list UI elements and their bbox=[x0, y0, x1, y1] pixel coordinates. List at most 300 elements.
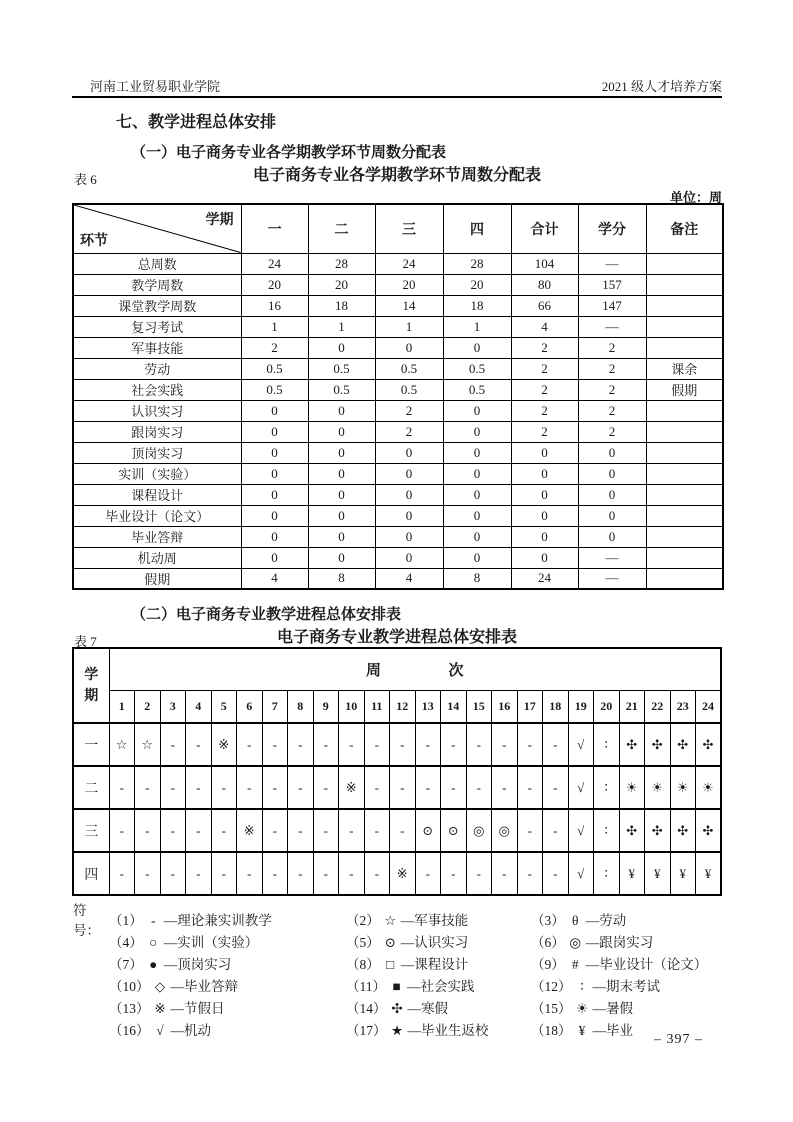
t7-week-number: 14 bbox=[441, 690, 467, 723]
t7-cell: - bbox=[160, 766, 186, 809]
t6-cell: 2 bbox=[578, 421, 646, 442]
t6-cell: 1 bbox=[375, 316, 443, 337]
t7-cell: - bbox=[364, 723, 390, 766]
t7-cell: - bbox=[543, 809, 569, 852]
t7-semester-label: 三 bbox=[73, 809, 109, 852]
t6-row-label: 实训（实验） bbox=[73, 463, 241, 484]
t6-cell: 0 bbox=[443, 337, 511, 358]
t6-cell: 24 bbox=[375, 253, 443, 274]
t7-cell: ✣ bbox=[619, 723, 645, 766]
t7-cell: ☀ bbox=[696, 766, 722, 809]
t6-cell bbox=[646, 568, 723, 589]
t6-cell: 1 bbox=[241, 316, 308, 337]
t6-col-header: 备注 bbox=[646, 204, 723, 253]
t6-cell: 8 bbox=[308, 568, 375, 589]
corner-label-semester: 学期 bbox=[205, 213, 234, 228]
t6-cell: 0 bbox=[578, 463, 646, 484]
t7-cell: - bbox=[364, 766, 390, 809]
t6-cell: 0 bbox=[375, 526, 443, 547]
legend-item: （8） □ —课程设计 bbox=[346, 957, 469, 972]
holiday-symbol: ※ bbox=[154, 1001, 166, 1016]
t7-week-number: 16 bbox=[492, 690, 518, 723]
legend-row bbox=[73, 930, 733, 952]
legend-item: （10） ◇ —毕业答辩 bbox=[109, 979, 238, 994]
plan-edition: 2021 级人才培养方案 bbox=[601, 79, 722, 94]
t7-week-number: 21 bbox=[619, 690, 645, 723]
t6-cell: 0.5 bbox=[308, 379, 375, 400]
t6-cell: 0.5 bbox=[308, 358, 375, 379]
unit-note: 单位：周 bbox=[669, 190, 722, 205]
t6-cell: 2 bbox=[511, 400, 578, 421]
t7-cell: ※ bbox=[211, 723, 237, 766]
t6-row-label: 劳动 bbox=[73, 358, 241, 379]
t6-cell: 0 bbox=[511, 505, 578, 526]
t7-cell: - bbox=[364, 852, 390, 895]
t7-week-number: 17 bbox=[517, 690, 543, 723]
t6-cell: 0 bbox=[241, 442, 308, 463]
table-row bbox=[73, 421, 723, 442]
t7-cell: ✣ bbox=[696, 809, 722, 852]
t6-cell: 0 bbox=[241, 400, 308, 421]
t7-cell: √ bbox=[568, 809, 594, 852]
t6-cell: 2 bbox=[578, 379, 646, 400]
t6-cell: 24 bbox=[511, 568, 578, 589]
t7-cell: - bbox=[441, 723, 467, 766]
legend-row bbox=[73, 1018, 733, 1040]
t6-row-label: 顶岗实习 bbox=[73, 442, 241, 463]
legend-item: （7） ● —顶岗实习 bbox=[109, 957, 232, 972]
corner-label-semester: 学期 bbox=[84, 667, 99, 704]
legend-item: （5） ⊙ —认识实习 bbox=[346, 935, 469, 950]
t7-cell: - bbox=[288, 723, 314, 766]
t7-cell: - bbox=[390, 723, 416, 766]
t7-week-number: 8 bbox=[288, 690, 314, 723]
t6-cell bbox=[646, 337, 723, 358]
header-rule bbox=[72, 96, 722, 98]
t7-cell: - bbox=[466, 723, 492, 766]
t7-cell: ⊙ bbox=[441, 809, 467, 852]
t6-cell: — bbox=[578, 547, 646, 568]
t6-cell bbox=[646, 421, 723, 442]
t6-cell: 20 bbox=[241, 274, 308, 295]
t6-row-label: 机动周 bbox=[73, 547, 241, 568]
t6-cell: 4 bbox=[375, 568, 443, 589]
legend-item: （12） ∶ —期末考试 bbox=[531, 979, 660, 994]
t6-row-label: 跟岗实习 bbox=[73, 421, 241, 442]
t6-cell: 0 bbox=[511, 547, 578, 568]
t6-cell: 0.5 bbox=[241, 379, 308, 400]
t7-cell: - bbox=[543, 852, 569, 895]
table-row bbox=[73, 274, 723, 295]
t6-cell: 28 bbox=[443, 253, 511, 274]
t6-cell: 0 bbox=[308, 505, 375, 526]
t7-week-number: 11 bbox=[364, 690, 390, 723]
t6-col-header: 学分 bbox=[578, 204, 646, 253]
t6-cell: 2 bbox=[511, 337, 578, 358]
t6-cell bbox=[646, 253, 723, 274]
t6-col-header: 一 bbox=[241, 204, 308, 253]
t6-cell: 0 bbox=[308, 400, 375, 421]
week-number-row bbox=[73, 690, 721, 723]
t6-cell: 0 bbox=[241, 505, 308, 526]
legend-item: （2） ☆ —军事技能 bbox=[346, 913, 469, 928]
t7-cell: ∶ bbox=[594, 766, 620, 809]
t6-cell: 18 bbox=[443, 295, 511, 316]
legend-item: （4） ○ —实训（实验） bbox=[109, 935, 259, 950]
t7-cell: - bbox=[160, 723, 186, 766]
t6-cell: 2 bbox=[511, 421, 578, 442]
t7-cell: ☀ bbox=[670, 766, 696, 809]
t6-cell: 2 bbox=[578, 400, 646, 421]
t6-cell: 0 bbox=[443, 547, 511, 568]
table7-label: 表 7 bbox=[74, 634, 97, 649]
final-exam-symbol: ∶ bbox=[580, 979, 584, 994]
t7-cell: ✣ bbox=[670, 723, 696, 766]
t7-week-number: 20 bbox=[594, 690, 620, 723]
corner-label-stage: 环节 bbox=[80, 233, 108, 249]
t6-cell bbox=[646, 274, 723, 295]
t7-cell: ◎ bbox=[492, 809, 518, 852]
summer-vacation-symbol: ☀ bbox=[575, 1001, 589, 1016]
t7-cell: - bbox=[339, 852, 365, 895]
t6-cell: 0 bbox=[241, 547, 308, 568]
t6-cell: 0 bbox=[308, 442, 375, 463]
t7-cell: - bbox=[262, 809, 288, 852]
t6-cell: 0 bbox=[443, 442, 511, 463]
t6-row-label: 复习考试 bbox=[73, 316, 241, 337]
page-number: – 397 – bbox=[654, 1032, 703, 1047]
t6-cell: 104 bbox=[511, 253, 578, 274]
t7-cell: - bbox=[211, 809, 237, 852]
t7-cell: - bbox=[313, 723, 339, 766]
t7-week-number: 4 bbox=[186, 690, 212, 723]
t7-week-number: 9 bbox=[313, 690, 339, 723]
t6-cell: 0 bbox=[308, 547, 375, 568]
t7-week-number: 7 bbox=[262, 690, 288, 723]
legend-row bbox=[73, 996, 733, 1018]
table7 bbox=[72, 647, 722, 896]
subsection2-title: （二）电子商务专业教学进程总体安排表 bbox=[131, 607, 402, 623]
t6-cell: 0.5 bbox=[375, 379, 443, 400]
t6-row-label: 毕业设计（论文） bbox=[73, 505, 241, 526]
table-row bbox=[73, 547, 723, 568]
t7-cell: ✣ bbox=[645, 809, 671, 852]
legend-item: （11） ■ —社会实践 bbox=[346, 979, 475, 994]
t6-cell: 147 bbox=[578, 295, 646, 316]
t7-cell: ⊙ bbox=[415, 809, 441, 852]
t7-cell: - bbox=[186, 809, 212, 852]
legend-row bbox=[73, 903, 733, 938]
t7-cell: ∶ bbox=[594, 809, 620, 852]
training-symbol: ○ bbox=[149, 935, 158, 950]
t6-cell: 0 bbox=[511, 484, 578, 505]
t7-cell: - bbox=[415, 766, 441, 809]
t7-cell: - bbox=[160, 852, 186, 895]
t6-col-header: 四 bbox=[443, 204, 511, 253]
t7-cell: ✣ bbox=[670, 809, 696, 852]
t7-week-number: 13 bbox=[415, 690, 441, 723]
legend-item: （1） - —理论兼实训教学 bbox=[109, 913, 272, 928]
table6-header-row bbox=[73, 204, 723, 253]
t6-cell: 2 bbox=[578, 358, 646, 379]
t7-cell: - bbox=[262, 852, 288, 895]
t7-cell: - bbox=[262, 723, 288, 766]
t7-cell: √ bbox=[568, 766, 594, 809]
t7-cell: - bbox=[109, 766, 135, 809]
t6-cell bbox=[646, 547, 723, 568]
t7-cell: √ bbox=[568, 723, 594, 766]
legend-row bbox=[73, 974, 733, 996]
legend-item: （15） ☀ —暑假 bbox=[531, 1001, 633, 1016]
t7-cell: - bbox=[492, 852, 518, 895]
t6-cell: 28 bbox=[308, 253, 375, 274]
t6-cell: 0 bbox=[308, 526, 375, 547]
t6-cell: 0 bbox=[375, 505, 443, 526]
subsection1-title: （一）电子商务专业各学期教学环节周数分配表 bbox=[131, 145, 447, 161]
t6-cell: 0 bbox=[578, 505, 646, 526]
semester-row bbox=[73, 809, 721, 852]
t6-cell: 0 bbox=[375, 442, 443, 463]
legend-item: （14） ✣ —寒假 bbox=[346, 1001, 448, 1016]
t6-cell: 0 bbox=[308, 337, 375, 358]
t6-cell: 0.5 bbox=[443, 358, 511, 379]
t7-cell: - bbox=[313, 852, 339, 895]
t7-cell: - bbox=[364, 809, 390, 852]
t7-cell: - bbox=[211, 766, 237, 809]
t6-cell: 0 bbox=[241, 526, 308, 547]
t7-semester-label: 一 bbox=[73, 723, 109, 766]
t7-cell: ✣ bbox=[619, 809, 645, 852]
t7-cell: √ bbox=[568, 852, 594, 895]
t6-cell: 0 bbox=[443, 505, 511, 526]
semester-row bbox=[73, 723, 721, 766]
t7-week-number: 5 bbox=[211, 690, 237, 723]
t6-row-label: 教学周数 bbox=[73, 274, 241, 295]
t7-cell: ¥ bbox=[670, 852, 696, 895]
t7-cell: - bbox=[492, 766, 518, 809]
t6-row-label: 社会实践 bbox=[73, 379, 241, 400]
t6-cell: 假期 bbox=[646, 379, 723, 400]
t6-cell: 24 bbox=[241, 253, 308, 274]
table7-corner-cell bbox=[73, 648, 109, 723]
t7-cell: - bbox=[390, 766, 416, 809]
table-row bbox=[73, 379, 723, 400]
t6-cell: 2 bbox=[511, 379, 578, 400]
legend-item: （3） θ —劳动 bbox=[531, 913, 627, 928]
t6-cell: 0 bbox=[443, 463, 511, 484]
t6-cell: 0 bbox=[308, 463, 375, 484]
t6-cell: 0 bbox=[241, 421, 308, 442]
t6-cell: 157 bbox=[578, 274, 646, 295]
table7-header-row bbox=[73, 648, 721, 690]
t6-cell: — bbox=[578, 253, 646, 274]
t7-week-number: 12 bbox=[390, 690, 416, 723]
course-design-symbol: □ bbox=[386, 957, 395, 972]
table-row bbox=[73, 505, 723, 526]
defense-symbol: ◇ bbox=[154, 979, 166, 994]
t7-week-number: 10 bbox=[339, 690, 365, 723]
t6-cell: 0 bbox=[511, 463, 578, 484]
t6-cell: 0 bbox=[578, 526, 646, 547]
table-row bbox=[73, 337, 723, 358]
t7-cell: - bbox=[517, 809, 543, 852]
table-row bbox=[73, 358, 723, 379]
t6-cell: 20 bbox=[443, 274, 511, 295]
t6-cell: 0 bbox=[443, 526, 511, 547]
t6-row-label: 认识实习 bbox=[73, 400, 241, 421]
t6-cell: 2 bbox=[241, 337, 308, 358]
t7-cell: - bbox=[135, 809, 161, 852]
t7-cell: ※ bbox=[339, 766, 365, 809]
t7-cell: - bbox=[517, 723, 543, 766]
table-row bbox=[73, 484, 723, 505]
t6-cell: 0 bbox=[308, 484, 375, 505]
theory-practice-symbol: - bbox=[151, 913, 156, 928]
t7-cell: - bbox=[415, 723, 441, 766]
table-row bbox=[73, 400, 723, 421]
t7-cell: - bbox=[466, 852, 492, 895]
t7-cell: - bbox=[288, 852, 314, 895]
t7-cell: ∶ bbox=[594, 723, 620, 766]
t7-week-number: 3 bbox=[160, 690, 186, 723]
post-practice-symbol: ● bbox=[149, 957, 158, 972]
t7-week-number: 22 bbox=[645, 690, 671, 723]
legend-item: （18） ¥ —毕业 bbox=[531, 1023, 633, 1038]
t7-cell: - bbox=[237, 723, 263, 766]
cognition-practice-symbol: ⊙ bbox=[384, 935, 396, 950]
t7-cell: ※ bbox=[237, 809, 263, 852]
t6-cell: 0 bbox=[375, 337, 443, 358]
school-name: 河南工业贸易职业学院 bbox=[90, 79, 221, 94]
table-row bbox=[73, 442, 723, 463]
t7-cell: - bbox=[517, 852, 543, 895]
t6-cell: 2 bbox=[511, 358, 578, 379]
t6-cell: 1 bbox=[308, 316, 375, 337]
t6-row-label: 军事技能 bbox=[73, 337, 241, 358]
t6-cell: 66 bbox=[511, 295, 578, 316]
legend-item: （6） ◎ —跟岗实习 bbox=[531, 935, 654, 950]
t6-cell bbox=[646, 316, 723, 337]
t6-cell: 16 bbox=[241, 295, 308, 316]
t6-cell: 0 bbox=[578, 442, 646, 463]
t6-cell: 1 bbox=[443, 316, 511, 337]
table-row bbox=[73, 316, 723, 337]
t7-cell: ✣ bbox=[696, 723, 722, 766]
table-row bbox=[73, 295, 723, 316]
week-header: 周次 bbox=[109, 648, 721, 690]
t6-cell: — bbox=[578, 316, 646, 337]
t6-cell: 0 bbox=[443, 484, 511, 505]
legend-item: （16） √ —机动 bbox=[109, 1023, 211, 1038]
t7-cell: - bbox=[135, 766, 161, 809]
t6-cell: 0 bbox=[241, 463, 308, 484]
t7-cell: ∶ bbox=[594, 852, 620, 895]
t6-cell: 0.5 bbox=[375, 358, 443, 379]
t6-cell bbox=[646, 526, 723, 547]
t7-cell: ¥ bbox=[645, 852, 671, 895]
t7-cell: - bbox=[415, 852, 441, 895]
t7-week-number: 1 bbox=[109, 690, 135, 723]
t7-cell: ¥ bbox=[619, 852, 645, 895]
t6-cell: 0 bbox=[241, 484, 308, 505]
t7-week-number: 2 bbox=[135, 690, 161, 723]
t6-col-header: 二 bbox=[308, 204, 375, 253]
table6-title: 电子商务专业各学期教学环节周数分配表 bbox=[252, 167, 541, 184]
t7-cell: ✣ bbox=[645, 723, 671, 766]
t7-cell: ☆ bbox=[135, 723, 161, 766]
graduate-return-symbol: ★ bbox=[390, 1023, 404, 1038]
t6-cell: 0 bbox=[308, 421, 375, 442]
t7-cell: - bbox=[109, 809, 135, 852]
table-row bbox=[73, 526, 723, 547]
t6-cell: 2 bbox=[375, 421, 443, 442]
t6-cell: 0 bbox=[511, 526, 578, 547]
t7-cell: - bbox=[543, 723, 569, 766]
graduation-symbol: ¥ bbox=[578, 1023, 586, 1038]
t7-cell: - bbox=[543, 766, 569, 809]
t7-cell: - bbox=[441, 766, 467, 809]
t7-cell: - bbox=[288, 809, 314, 852]
t6-cell bbox=[646, 505, 723, 526]
t7-cell: - bbox=[135, 852, 161, 895]
t7-cell: - bbox=[186, 723, 212, 766]
t6-row-label: 假期 bbox=[73, 568, 241, 589]
winter-vacation-symbol: ✣ bbox=[391, 1001, 403, 1016]
table-row bbox=[73, 463, 723, 484]
t7-cell: ◎ bbox=[466, 809, 492, 852]
follow-post-practice-symbol: ◎ bbox=[569, 935, 582, 950]
t6-cell: 2 bbox=[375, 400, 443, 421]
t6-cell: 课余 bbox=[646, 358, 723, 379]
t6-cell: 0 bbox=[375, 484, 443, 505]
t6-cell: 8 bbox=[443, 568, 511, 589]
t7-cell: ¥ bbox=[696, 852, 722, 895]
military-skill-symbol: ☆ bbox=[384, 913, 397, 928]
t6-cell: 18 bbox=[308, 295, 375, 316]
t7-cell: - bbox=[339, 723, 365, 766]
t6-cell bbox=[646, 442, 723, 463]
t7-cell: - bbox=[441, 852, 467, 895]
t6-cell: 2 bbox=[578, 337, 646, 358]
legend-item: （9） # —毕业设计（论文） bbox=[531, 957, 708, 972]
t7-cell: - bbox=[160, 809, 186, 852]
labor-symbol: θ bbox=[572, 913, 579, 928]
t7-cell: - bbox=[313, 809, 339, 852]
t7-cell: - bbox=[339, 809, 365, 852]
table6 bbox=[72, 203, 724, 590]
t7-cell: - bbox=[288, 766, 314, 809]
t7-cell: ☆ bbox=[109, 723, 135, 766]
t6-cell: 0.5 bbox=[443, 379, 511, 400]
t7-cell: - bbox=[186, 852, 212, 895]
semester-row bbox=[73, 766, 721, 809]
t7-week-number: 18 bbox=[543, 690, 569, 723]
t7-cell: - bbox=[237, 852, 263, 895]
t6-row-label: 总周数 bbox=[73, 253, 241, 274]
t7-semester-label: 二 bbox=[73, 766, 109, 809]
t7-cell: - bbox=[517, 766, 543, 809]
t6-cell: 0 bbox=[375, 547, 443, 568]
t6-cell: 4 bbox=[511, 316, 578, 337]
graduation-design-symbol: # bbox=[571, 957, 579, 972]
t6-cell: 0 bbox=[578, 484, 646, 505]
t6-row-label: 课程设计 bbox=[73, 484, 241, 505]
legend-item: （13） ※ —节假日 bbox=[109, 1001, 225, 1016]
t6-cell: 80 bbox=[511, 274, 578, 295]
symbol-legend bbox=[73, 903, 733, 1040]
t6-col-header: 合计 bbox=[511, 204, 578, 253]
table6-corner-cell bbox=[73, 204, 241, 253]
